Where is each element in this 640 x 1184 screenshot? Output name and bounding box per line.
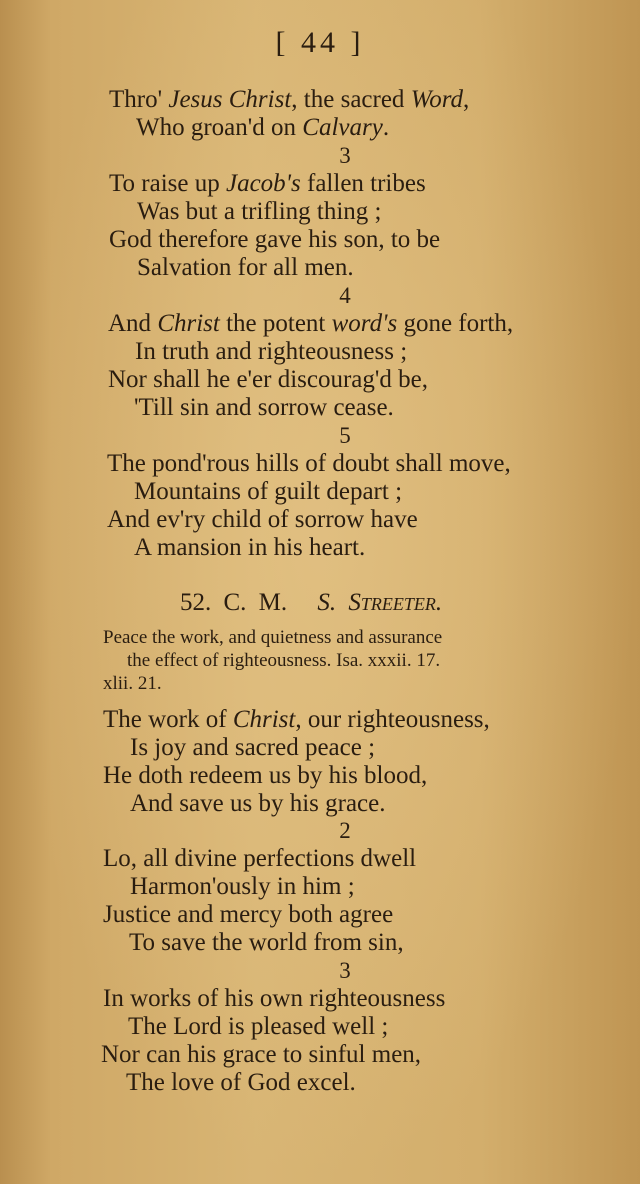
segment: The work of	[103, 706, 233, 733]
segment: And	[108, 310, 158, 337]
verse-line: Salvation for all men.	[137, 254, 354, 281]
verse-line: Harmon'ously in him ;	[130, 873, 355, 900]
segment-italic: Calvary	[302, 114, 383, 141]
verse-line: Nor can his grace to sinful men,	[101, 1041, 422, 1068]
hymn-author: S. Streeter.	[317, 589, 443, 616]
verse-line: In works of his own righteousness	[103, 985, 446, 1012]
segment: .	[382, 114, 390, 141]
verse-line: God therefore gave his son, to be	[109, 226, 441, 253]
segment: Thro'	[109, 86, 169, 113]
note-line: the effect of righteousness. Isa. xxxii. 17.	[127, 650, 441, 671]
note-line: Peace the work, and quietness and assurance	[103, 627, 443, 648]
segment: gone forth,	[397, 310, 514, 337]
stanza-number: 5	[339, 423, 351, 448]
segment-italic: Jesus Christ	[168, 86, 292, 113]
stanza-number: 4	[339, 283, 351, 308]
verse-line	[109, 86, 469, 114]
verse-line: The love of God excel.	[126, 1069, 356, 1096]
hymn-meter: C. M.	[223, 589, 288, 616]
segment-italic: Jacob's	[225, 170, 301, 197]
segment: the potent	[219, 310, 332, 337]
verse-line: And ev'ry child of sorrow have	[107, 506, 418, 533]
verse-line: In truth and righteousness ;	[135, 338, 408, 365]
verse-line: Was but a trifling thing ;	[137, 198, 382, 225]
segment: , our righteousness,	[295, 706, 490, 733]
segment-italic: word's	[331, 310, 398, 337]
verse-line: He doth redeem us by his blood,	[103, 762, 428, 789]
segment: To raise up	[109, 170, 226, 197]
verse-line	[108, 310, 513, 338]
stanza-number: 2	[339, 818, 351, 843]
verse-line	[109, 170, 426, 198]
segment-italic: Christ	[157, 310, 220, 337]
segment: , the sacred	[291, 86, 411, 113]
verse-line	[103, 706, 490, 734]
hymn-heading	[180, 589, 442, 617]
stanza-number: 3	[339, 958, 351, 983]
page-number: [ 44 ]	[275, 26, 365, 59]
verse-line: The pond'rous hills of doubt shall move,	[107, 450, 511, 477]
segment: fallen tribes	[300, 170, 426, 197]
verse-line: Lo, all divine perfections dwell	[103, 845, 417, 872]
verse-line: And save us by his grace.	[130, 790, 386, 817]
segment-italic: Christ	[232, 706, 296, 733]
verse-line: Mountains of guilt depart ;	[134, 478, 403, 505]
stanza-number: 3	[339, 143, 351, 168]
hymn-number: 52.	[180, 589, 212, 616]
segment: ,	[463, 86, 470, 113]
verse-line: 'Till sin and sorrow cease.	[134, 394, 394, 421]
verse-line: To save the world from sin,	[129, 929, 404, 956]
verse-line: The Lord is pleased well ;	[128, 1013, 389, 1040]
verse-line: A mansion in his heart.	[134, 534, 366, 561]
note-line: xlii. 21.	[103, 673, 162, 694]
segment-italic: Word	[410, 86, 464, 113]
verse-line: Is joy and sacred peace ;	[130, 734, 376, 761]
verse-line	[136, 114, 389, 142]
segment: Who groan'd on	[136, 114, 303, 141]
verse-line: Nor shall he e'er discourag'd be,	[108, 366, 429, 393]
verse-line: Justice and mercy both agree	[103, 901, 394, 928]
